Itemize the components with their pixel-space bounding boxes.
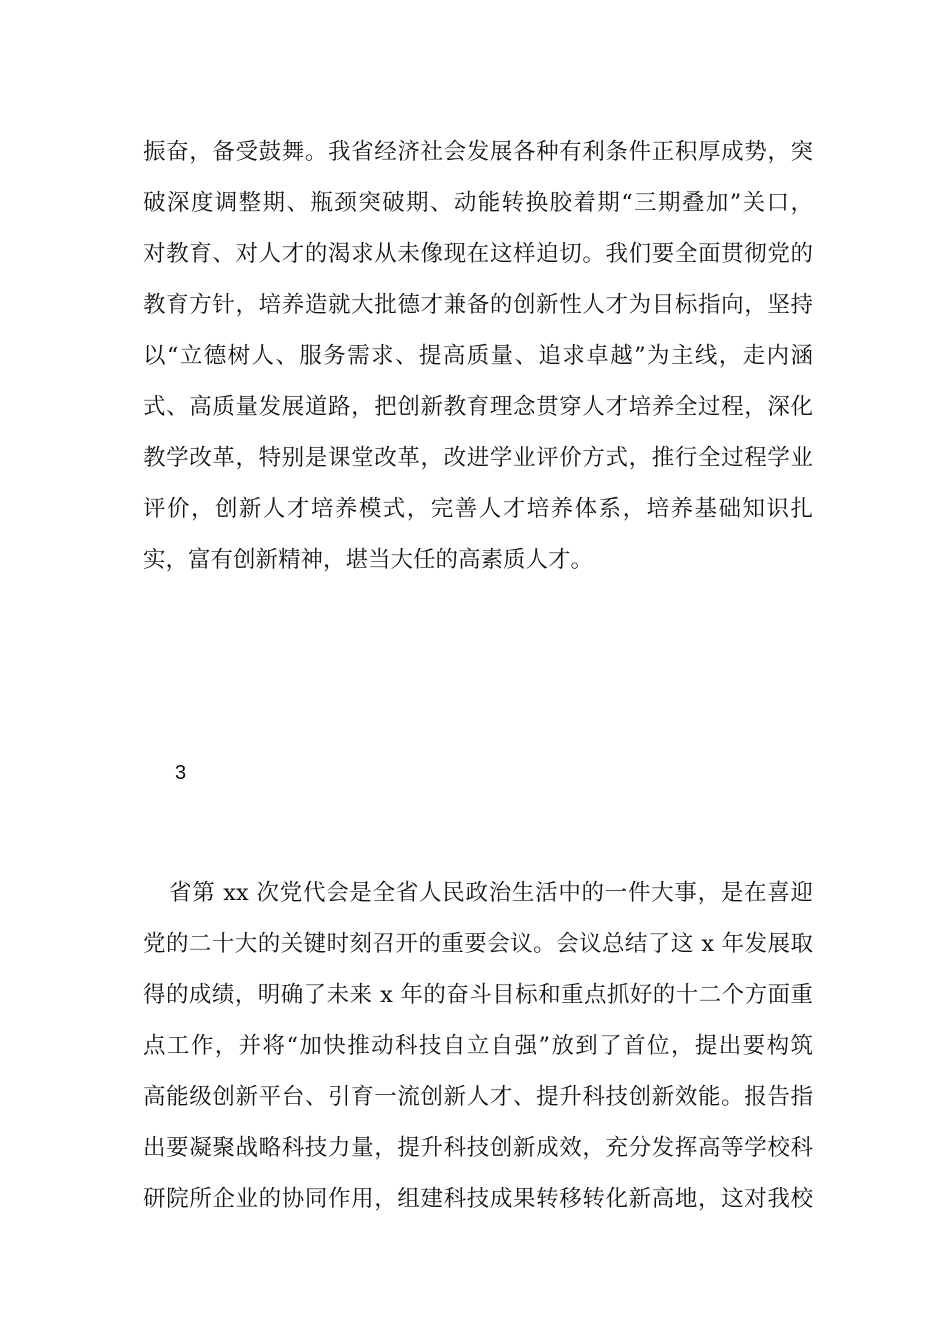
paragraph-1-line: 振奋，备受鼓舞。我省经济社会发展各种有利条件正积厚成势，突 [143,139,813,165]
paragraph-2-line: 高能级创新平台、引育一流创新人才、提升科技创新效能。报告指 [143,1084,813,1110]
paragraph-2-line: 党的二十大的关键时刻召开的重要会议。会议总结了这 x 年发展取 [143,931,813,957]
paragraph-1-line: 评价，创新人才培养模式，完善人才培养体系，培养基础知识扎 [143,496,813,522]
paragraph-1-line: 以“立德树人、服务需求、提高质量、追求卓越”为主线，走内涵 [143,343,813,369]
paragraph-2-line: 研院所企业的协同作用，组建科技成果转移转化新高地，这对我校 [143,1186,813,1212]
paragraph-1-line: 教学改革，特别是课堂改革，改进学业评价方式，推行全过程学业 [143,445,813,471]
paragraph-2-line: 出要凝聚战略科技力量，提升科技创新成效，充分发挥高等学校科 [143,1135,813,1161]
paragraph-2-line: 省第 xx 次党代会是全省人民政治生活中的一件大事，是在喜迎 [169,880,813,906]
paragraph-1-line: 教育方针，培养造就大批德才兼备的创新性人才为目标指向，坚持 [143,292,813,318]
paragraph-1-line: 破深度调整期、瓶颈突破期、动能转换胶着期“三期叠加”关口， [143,190,813,216]
section-number: 3 [175,762,187,784]
paragraph-1 [143,127,813,586]
paragraph-2-line: 点工作，并将“加快推动科技自立自强”放到了首位，提出要构筑 [143,1033,813,1059]
paragraph-1-line: 式、高质量发展道路，把创新教育理念贯穿人才培养全过程，深化 [143,394,813,420]
paragraph-2 [143,868,813,1225]
paragraph-1-line: 对教育、对人才的渴求从未像现在这样迫切。我们要全面贯彻党的 [143,241,813,267]
paragraph-2-line: 得的成绩，明确了未来 x 年的奋斗目标和重点抓好的十二个方面重 [143,982,813,1008]
paragraph-1-line: 实，富有创新精神，堪当大任的高素质人才。 [143,547,594,573]
